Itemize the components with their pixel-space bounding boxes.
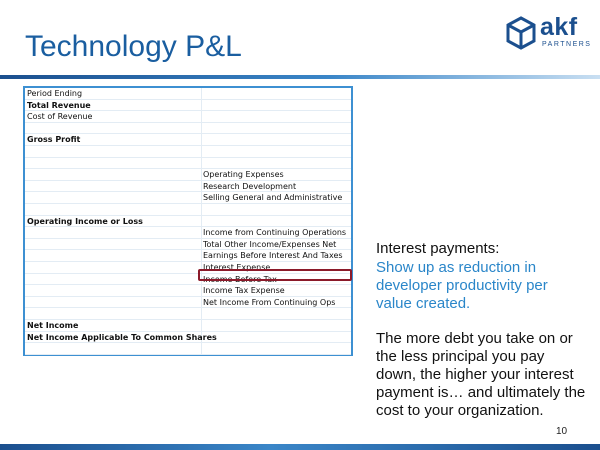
column-divider <box>201 239 202 250</box>
row-sub-label: Interest Expense <box>203 263 271 272</box>
row-sub-label: Operating Expenses <box>203 170 284 180</box>
table-row <box>25 158 351 170</box>
logo-subtext: PARTNERS <box>542 41 592 48</box>
page-number: 10 <box>556 426 568 437</box>
column-divider <box>201 250 202 261</box>
table-row <box>25 216 351 228</box>
table-row <box>25 308 351 320</box>
row-label: Net Income <box>27 321 79 330</box>
table-row <box>25 297 351 309</box>
column-divider <box>201 192 202 203</box>
column-divider <box>201 134 202 145</box>
column-divider <box>201 181 202 192</box>
column-divider <box>201 204 202 215</box>
table-row <box>25 285 351 297</box>
table-row <box>25 320 351 332</box>
slide-title: Technology P&L <box>25 30 242 63</box>
column-divider <box>201 320 202 331</box>
column-divider <box>201 216 202 227</box>
column-divider <box>201 111 202 122</box>
footer-divider <box>0 444 600 450</box>
column-divider <box>201 88 202 99</box>
row-sub-label: Research Development <box>203 181 297 191</box>
table-row <box>25 192 351 204</box>
table-row <box>25 111 351 123</box>
column-divider <box>201 227 202 238</box>
table-row <box>25 146 351 158</box>
table-row <box>25 88 351 100</box>
table-row <box>25 250 351 262</box>
row-label: Operating Income or Loss <box>27 216 143 226</box>
table-row <box>25 343 351 355</box>
row-sub-label: Income from Continuing Operations <box>203 228 347 238</box>
column-divider <box>201 146 202 157</box>
column-divider <box>201 100 202 111</box>
note-heading: Interest payments: <box>376 240 500 257</box>
header-divider <box>0 75 600 79</box>
column-divider <box>201 343 202 354</box>
akf-partners-logo <box>506 13 596 54</box>
table-row <box>25 181 351 193</box>
table-row <box>25 123 351 135</box>
row-sub-label: Income Tax Expense <box>203 286 285 296</box>
row-sub-label: Earnings Before Interest And Taxes <box>203 251 343 261</box>
row-label: Total Revenue <box>27 100 91 110</box>
table-row <box>25 239 351 251</box>
row-sub-label: Selling General and Administrative <box>203 193 343 203</box>
logo-wordmark: akf <box>540 13 578 41</box>
row-sub-label: Net Income From Continuing Ops <box>203 297 336 307</box>
column-divider <box>201 169 202 180</box>
row-sub-label: Income Before Tax <box>203 274 277 284</box>
cube-icon <box>506 16 536 50</box>
pl-table <box>23 86 353 356</box>
table-row <box>25 332 351 344</box>
row-label: Period Ending <box>27 89 83 98</box>
table-row <box>25 204 351 216</box>
column-divider <box>201 158 202 169</box>
row-label: Gross Profit <box>27 135 81 145</box>
table-row <box>25 169 351 181</box>
table-row <box>25 134 351 146</box>
table-row <box>25 227 351 239</box>
column-divider <box>201 308 202 319</box>
note-body: The more debt you take on or the less principal you pay down, the higher your interest payment is… and ultimately the cost to your organization. <box>376 330 586 419</box>
column-divider <box>201 297 202 308</box>
note-highlight-text: Show up as reduction in developer productivity per value created. <box>376 259 548 312</box>
row-sub-label: Total Other Income/Expenses Net <box>203 239 337 249</box>
column-divider <box>201 123 202 134</box>
row-label: Cost of Revenue <box>27 112 93 122</box>
row-label: Net Income Applicable To Common Shares <box>27 332 217 342</box>
interest-expense-highlight <box>198 269 352 281</box>
table-row <box>25 100 351 112</box>
column-divider <box>201 285 202 296</box>
